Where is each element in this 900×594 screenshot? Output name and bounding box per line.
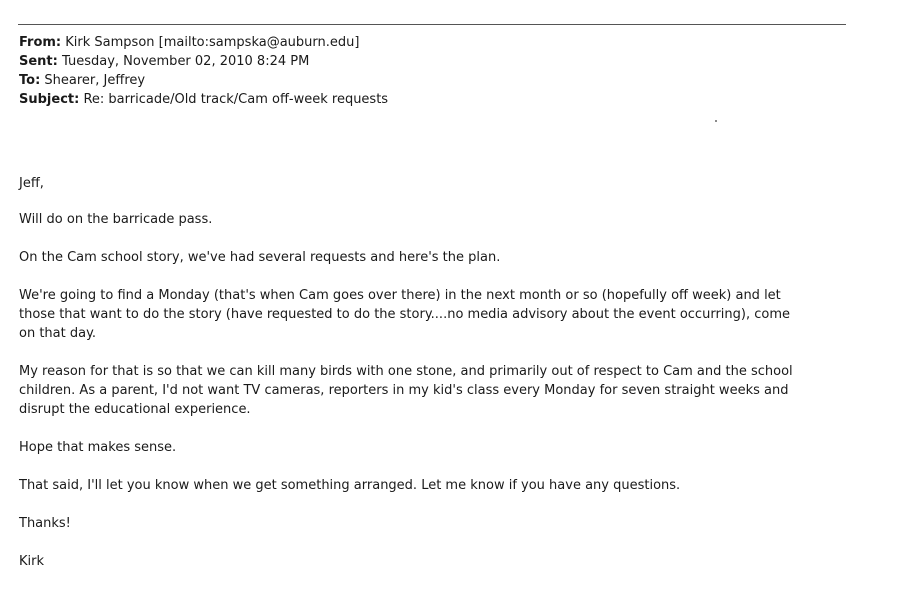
text-line: those that want to do the story (have requested to do the story....no media advisory about the event occurring), come — [19, 307, 790, 322]
subject-label: Subject: — [19, 92, 80, 107]
sent-value: Tuesday, November 02, 2010 8:24 PM — [62, 54, 310, 69]
to-value: Shearer, Jeffrey — [44, 73, 146, 88]
greeting: Jeff, — [19, 176, 44, 191]
subject-row — [19, 90, 388, 109]
from-value: Kirk Sampson [mailto:sampska@auburn.edu] — [65, 35, 360, 50]
paragraph-plan — [19, 286, 859, 343]
from-label: From: — [19, 35, 62, 50]
paragraph-that-said: That said, I'll let you know when we get something arranged. Let me know if you have any questions. — [19, 478, 681, 493]
scan-speck — [715, 120, 717, 122]
sent-row — [19, 52, 388, 71]
from-row — [19, 33, 388, 52]
paragraph-reason — [19, 362, 859, 419]
sent-label: Sent: — [19, 54, 58, 69]
text-line: We're going to find a Monday (that's when Cam goes over there) in the next month or so (hopefully off week) and let — [19, 288, 781, 303]
signature: Kirk — [19, 554, 45, 569]
paragraph-thanks: Thanks! — [19, 516, 71, 531]
top-divider — [18, 24, 846, 25]
to-row — [19, 71, 388, 90]
paragraph-barricade: Will do on the barricade pass. — [19, 212, 213, 227]
paragraph-hope: Hope that makes sense. — [19, 440, 177, 455]
to-label: To: — [19, 73, 41, 88]
text-line: on that day. — [19, 326, 97, 341]
subject-value: Re: barricade/Old track/Cam off-week requests — [83, 92, 389, 107]
text-line: disrupt the educational experience. — [19, 402, 251, 417]
paragraph-cam-school: On the Cam school story, we've had several requests and here's the plan. — [19, 250, 501, 265]
email-header — [19, 33, 388, 109]
text-line: My reason for that is so that we can kill many birds with one stone, and primarily out of respect to Cam and the school — [19, 364, 793, 379]
email-body — [19, 174, 859, 590]
text-line: children. As a parent, I'd not want TV cameras, reporters in my kid's class every Monday for seven straight weeks and — [19, 383, 789, 398]
